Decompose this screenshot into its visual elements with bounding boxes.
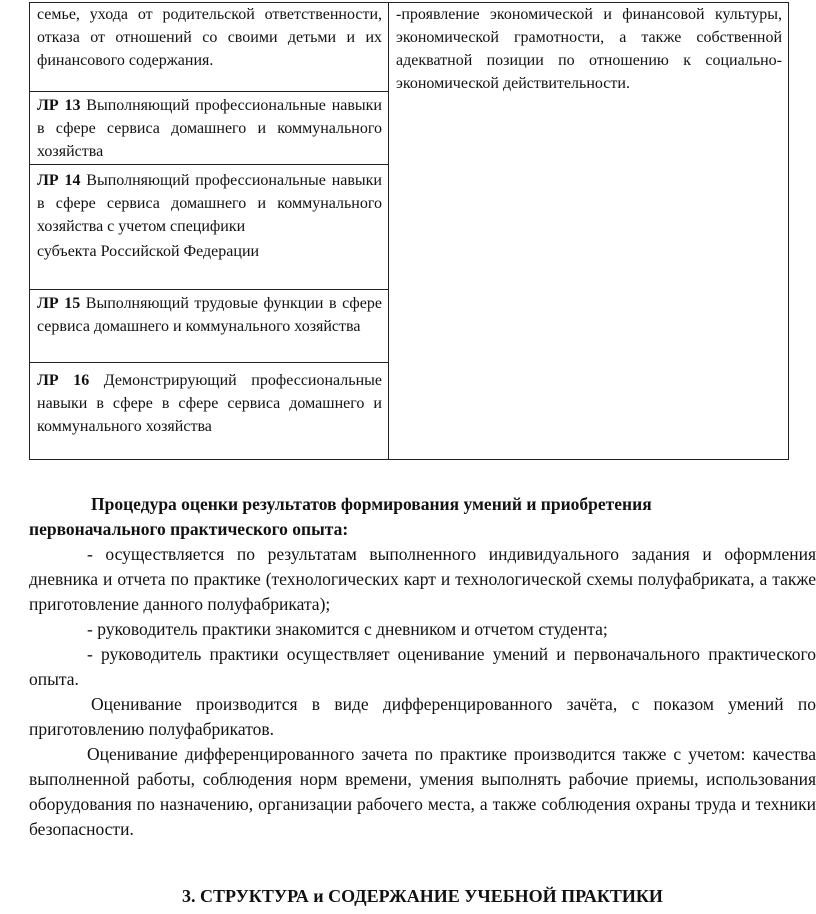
lr-code: ЛР 15 [37,295,81,312]
table-cell-lr14 [30,165,389,290]
assessment-paragraph: Оценивание производится в виде дифференцированного зачёта, с показом умений по приготовлению полуфабрикатов. [29,694,816,739]
cell-text: Выполняющий профессиональные навыки в сфере сервиса домашнего и коммунального хозяйства [37,97,382,160]
procedure-section [29,492,816,842]
procedure-heading-line2: первоначального практического опыта: [29,519,349,539]
procedure-heading-line1: Процедура оценки результатов формирования умений и приобретения [91,494,652,514]
cell-text: Выполняющий профессиональные навыки в сфере сервиса домашнего и коммунального хозяйства с учетом специфики [37,172,382,235]
cell-text: Демонстрирующий профессиональные навыки в сфере в сфере сервиса домашнего и коммунального хозяйства [37,372,382,435]
procedure-bullet: - руководитель практики осуществляет оценивание умений и первоначального практического опыта. [29,644,816,689]
procedure-bullet: - руководитель практики знакомится с дневником и отчетом студента; [87,619,608,639]
personal-results-table [29,2,789,460]
cell-text-tail: субъекта Российской Федерации [37,243,260,260]
cell-text: -проявление экономической и финансовой культуры, экономической грамотности, а также собственной адекватной позиции по отношению к социально-экономической действительности. [396,6,782,92]
procedure-bullet: - осуществляется по результатам выполненного индивидуального задания и оформления дневника и отчета по практике (технологических карт и технологической схемы полуфабриката, а также приготовление данного полуфабриката); [29,544,816,614]
cell-text: Выполняющий трудовые функции в сфере сервиса домашнего и коммунального хозяйства [37,295,382,335]
assessment-criteria-paragraph: Оценивание дифференцированного зачета по практике производится также с учетом: качества выполненной работы, соблюдения норм времени, умения выполнять рабочие приемы, использования оборудования по назначению, организации рабочего места, а также соблюдения охраны труда и техники безопасности. [29,744,816,839]
table-cell-lr15 [30,290,389,363]
table-cell-economic-culture [389,3,789,460]
table-cell-lr16 [30,363,389,460]
table-cell-lr13 [30,92,389,165]
cell-text: семье, ухода от родительской ответственности, отказа от отношений со своими детьми и их финансового содержания. [37,6,382,69]
lr-code: ЛР 13 [37,97,81,114]
lr-code: ЛР 14 [37,172,81,189]
section-title: 3. СТРУКТУРА и СОДЕРЖАНИЕ УЧЕБНОЙ ПРАКТИКИ [182,886,663,906]
table-cell-continuation [30,3,389,92]
lr-code: ЛР 16 [37,372,90,389]
